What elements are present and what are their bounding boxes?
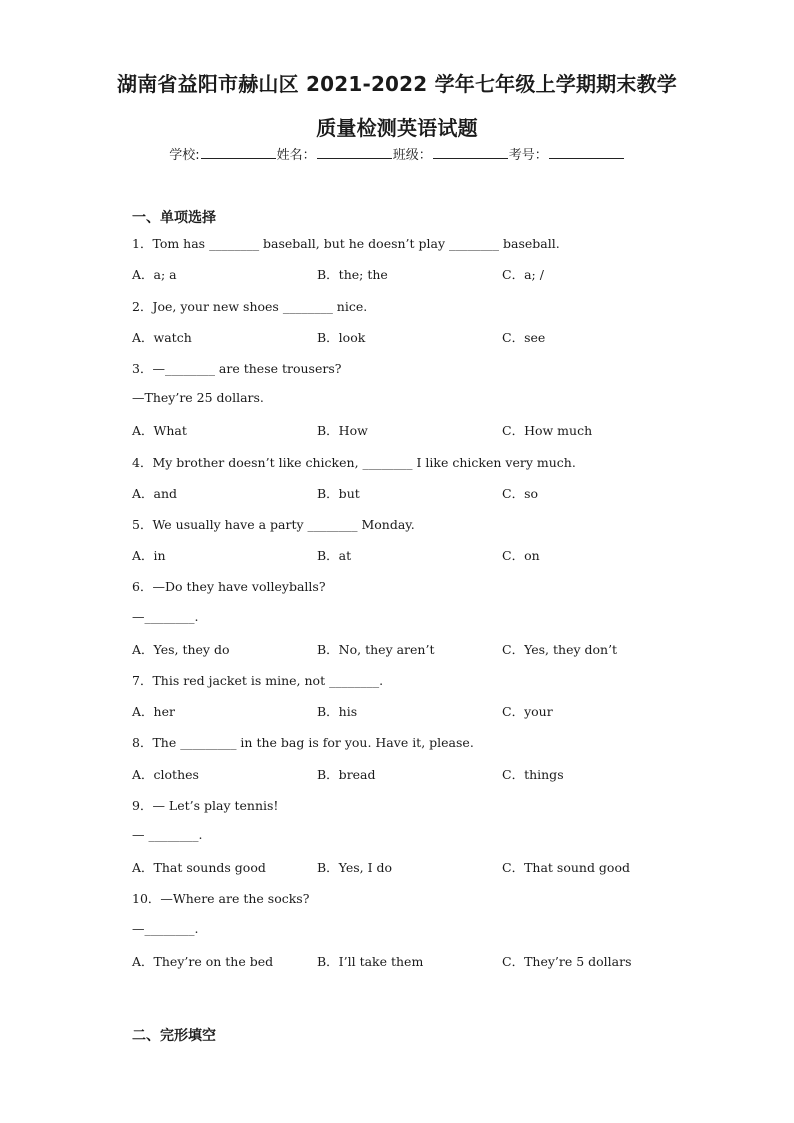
option-b: B．How [317, 423, 368, 438]
question-stem: 10．—Where are the socks? [132, 891, 310, 906]
option-c: C．on [502, 548, 540, 563]
option-c: C．so [502, 486, 539, 501]
school-field[interactable] [201, 146, 276, 159]
option-c: C．see [502, 330, 546, 345]
question-response: —They’re 25 dollars. [132, 390, 264, 405]
question-stem: 4．My brother doesn’t like chicken, ________ I like chicken very much. [132, 455, 576, 470]
option-b: B．his [317, 704, 358, 719]
question-stem: 2．Joe, your new shoes ________ nice. [132, 299, 368, 314]
question-response: — ________. [132, 827, 203, 842]
question-stem: 9．— Let’s play tennis! [132, 798, 279, 813]
name-label: 姓名： [276, 148, 316, 163]
question-stem: 5．We usually have a party ________ Monday. [132, 517, 415, 532]
option-a: A．her [132, 704, 175, 719]
question-response: —________. [132, 921, 199, 936]
option-a: A．What [132, 423, 187, 438]
question-stem: 6．—Do they have volleyballs? [132, 579, 326, 594]
option-c: C．How much [502, 423, 593, 438]
question-stem: 3．—________ are these trousers? [132, 361, 342, 376]
school-label: 学校: [169, 148, 200, 163]
question-stem: 1．Tom has ________ baseball, but he doesn’t play ________ baseball. [132, 236, 560, 251]
option-a: A．in [132, 548, 166, 563]
option-c: C．They’re 5 dollars [502, 954, 632, 969]
class-field[interactable] [433, 146, 508, 159]
option-a: A．That sounds good [132, 860, 266, 875]
student-info-row [0, 144, 794, 163]
name-field[interactable] [317, 146, 392, 159]
option-a: A．a; a [132, 267, 177, 282]
option-b: B．the; the [317, 267, 388, 282]
question-stem: 7．This red jacket is mine, not ________. [132, 673, 384, 688]
option-a: A．They’re on the bed [132, 954, 274, 969]
option-b: B．I’ll take them [317, 954, 424, 969]
option-a: A．Yes, they do [132, 642, 230, 657]
question-stem: 8．The _________ in the bag is for you. Have it, please. [132, 735, 474, 750]
option-b: B．at [317, 548, 352, 563]
option-b: B．bread [317, 767, 376, 782]
option-b: B．Yes, I do [317, 860, 393, 875]
page-title-line1: 湖南省益阳市赫山区 2021-2022 学年七年级上学期期末教学 [117, 72, 677, 96]
exam-number-label: 考号： [508, 148, 548, 163]
option-b: B．No, they aren’t [317, 642, 435, 657]
option-c: C．things [502, 767, 564, 782]
option-b: B．look [317, 330, 366, 345]
option-a: A．and [132, 486, 178, 501]
section-title-single-choice: 一、单项选择 [132, 210, 216, 226]
option-c: C．a; / [502, 267, 544, 282]
option-c: C．That sound good [502, 860, 630, 875]
option-a: A．watch [132, 330, 192, 345]
exam-number-field[interactable] [549, 146, 624, 159]
class-label: 班级： [392, 148, 432, 163]
page-title-line2: 质量检测英语试题 [316, 116, 478, 140]
option-b: B．but [317, 486, 360, 501]
option-c: C．Yes, they don’t [502, 642, 618, 657]
option-c: C．your [502, 704, 553, 719]
section-title-cloze: 二、完形填空 [132, 1028, 216, 1044]
option-a: A．clothes [132, 767, 199, 782]
question-response: —________. [132, 609, 199, 624]
